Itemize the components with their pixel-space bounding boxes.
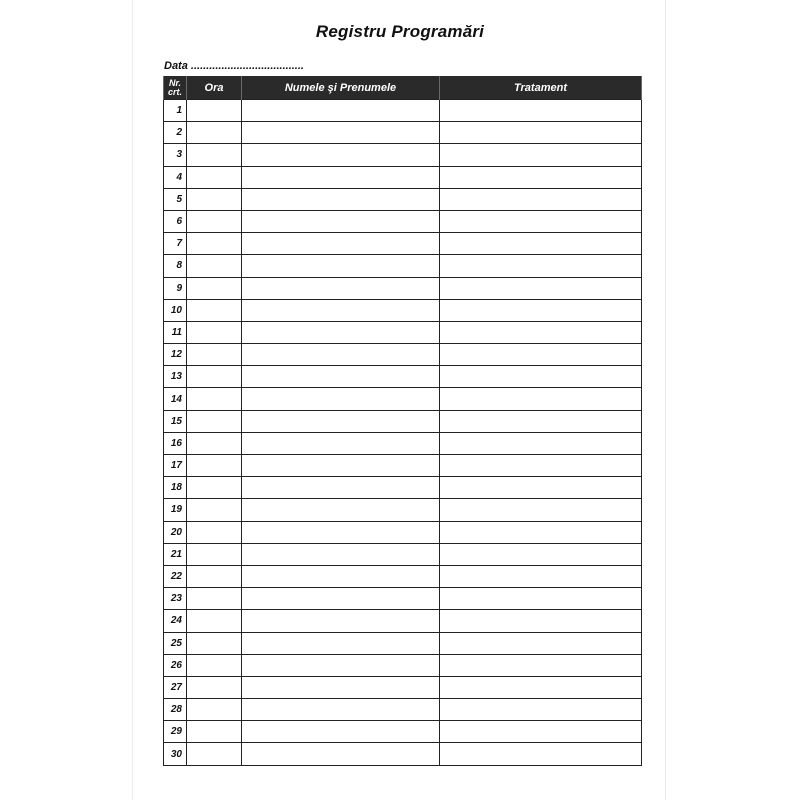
table-row [164, 721, 642, 743]
treatment-cell[interactable] [440, 721, 642, 743]
row-number: 19 [164, 499, 187, 521]
table-header-row [164, 76, 642, 100]
row-number: 25 [164, 632, 187, 654]
table-row [164, 588, 642, 610]
ora-cell[interactable] [187, 144, 242, 166]
row-number: 16 [164, 432, 187, 454]
name-cell[interactable] [242, 210, 440, 232]
treatment-cell[interactable] [440, 477, 642, 499]
treatment-cell[interactable] [440, 144, 642, 166]
table-row [164, 410, 642, 432]
row-number: 4 [164, 166, 187, 188]
table-row [164, 233, 642, 255]
name-cell[interactable] [242, 654, 440, 676]
treatment-cell[interactable] [440, 233, 642, 255]
name-cell[interactable] [242, 432, 440, 454]
name-cell[interactable] [242, 455, 440, 477]
ora-cell[interactable] [187, 122, 242, 144]
ora-cell[interactable] [187, 610, 242, 632]
name-cell[interactable] [242, 743, 440, 765]
treatment-cell[interactable] [440, 743, 642, 765]
treatment-cell[interactable] [440, 366, 642, 388]
name-cell[interactable] [242, 321, 440, 343]
treatment-cell[interactable] [440, 455, 642, 477]
table-row [164, 699, 642, 721]
treatment-cell[interactable] [440, 499, 642, 521]
table-row [164, 543, 642, 565]
treatment-cell[interactable] [440, 321, 642, 343]
table-row [164, 743, 642, 765]
table-row [164, 565, 642, 587]
name-cell[interactable] [242, 632, 440, 654]
ora-cell[interactable] [187, 210, 242, 232]
ora-cell[interactable] [187, 299, 242, 321]
ora-cell[interactable] [187, 388, 242, 410]
row-number: 10 [164, 299, 187, 321]
table-row [164, 122, 642, 144]
treatment-cell[interactable] [440, 588, 642, 610]
name-cell[interactable] [242, 100, 440, 122]
header-nr-line1: Nr. [168, 77, 181, 88]
treatment-cell[interactable] [440, 410, 642, 432]
ora-cell[interactable] [187, 255, 242, 277]
name-cell[interactable] [242, 588, 440, 610]
table-row [164, 277, 642, 299]
table-row [164, 610, 642, 632]
name-cell[interactable] [242, 144, 440, 166]
row-number: 6 [164, 210, 187, 232]
row-number: 22 [164, 565, 187, 587]
header-nr-crt [164, 76, 187, 100]
name-cell[interactable] [242, 721, 440, 743]
ora-cell[interactable] [187, 721, 242, 743]
treatment-cell[interactable] [440, 610, 642, 632]
row-number: 2 [164, 122, 187, 144]
date-field-label: Data ..................................... [164, 60, 304, 72]
table-row [164, 676, 642, 698]
name-cell[interactable] [242, 388, 440, 410]
treatment-cell[interactable] [440, 299, 642, 321]
row-number: 23 [164, 588, 187, 610]
table-row [164, 166, 642, 188]
ora-cell[interactable] [187, 166, 242, 188]
row-number: 11 [164, 321, 187, 343]
treatment-cell[interactable] [440, 432, 642, 454]
name-cell[interactable] [242, 277, 440, 299]
ora-cell[interactable] [187, 632, 242, 654]
name-cell[interactable] [242, 565, 440, 587]
table-row [164, 321, 642, 343]
name-cell[interactable] [242, 676, 440, 698]
row-number: 13 [164, 366, 187, 388]
treatment-cell[interactable] [440, 100, 642, 122]
ora-cell[interactable] [187, 432, 242, 454]
table-row [164, 477, 642, 499]
table-row [164, 188, 642, 210]
treatment-cell[interactable] [440, 521, 642, 543]
treatment-cell[interactable] [440, 277, 642, 299]
page-title: Registru Programări [315, 22, 485, 41]
row-number: 7 [164, 233, 187, 255]
table-row [164, 521, 642, 543]
treatment-cell[interactable] [440, 210, 642, 232]
ora-cell[interactable] [187, 699, 242, 721]
treatment-cell[interactable] [440, 632, 642, 654]
row-number: 3 [164, 144, 187, 166]
ora-cell[interactable] [187, 321, 242, 343]
row-number: 21 [164, 543, 187, 565]
ora-cell[interactable] [187, 676, 242, 698]
row-number: 5 [164, 188, 187, 210]
ora-cell[interactable] [187, 188, 242, 210]
table-row [164, 366, 642, 388]
ora-cell[interactable] [187, 654, 242, 676]
name-cell[interactable] [242, 255, 440, 277]
name-cell[interactable] [242, 699, 440, 721]
name-cell[interactable] [242, 122, 440, 144]
row-number: 30 [164, 743, 187, 765]
table-row [164, 432, 642, 454]
name-cell[interactable] [242, 233, 440, 255]
row-number: 15 [164, 410, 187, 432]
table-row [164, 255, 642, 277]
appointments-table [163, 76, 642, 766]
ora-cell[interactable] [187, 499, 242, 521]
name-cell[interactable] [242, 521, 440, 543]
name-cell[interactable] [242, 299, 440, 321]
ora-cell[interactable] [187, 565, 242, 587]
table-row [164, 632, 642, 654]
ora-cell[interactable] [187, 743, 242, 765]
name-cell[interactable] [242, 410, 440, 432]
row-number: 24 [164, 610, 187, 632]
name-cell[interactable] [242, 188, 440, 210]
treatment-cell[interactable] [440, 122, 642, 144]
table-row [164, 499, 642, 521]
ora-cell[interactable] [187, 543, 242, 565]
row-number: 18 [164, 477, 187, 499]
ora-cell[interactable] [187, 455, 242, 477]
row-number: 8 [164, 255, 187, 277]
header-nr-line2: crt. [167, 86, 182, 97]
row-number: 1 [164, 100, 187, 122]
treatment-cell[interactable] [440, 166, 642, 188]
treatment-cell[interactable] [440, 388, 642, 410]
row-number: 14 [164, 388, 187, 410]
table-row [164, 654, 642, 676]
row-number: 12 [164, 344, 187, 366]
row-number: 27 [164, 676, 187, 698]
ora-cell[interactable] [187, 366, 242, 388]
ora-cell[interactable] [187, 477, 242, 499]
ora-cell[interactable] [187, 344, 242, 366]
table-row [164, 100, 642, 122]
row-number: 28 [164, 699, 187, 721]
header-treatment: Tratament [440, 76, 642, 100]
name-cell[interactable] [242, 166, 440, 188]
treatment-cell[interactable] [440, 344, 642, 366]
ora-cell[interactable] [187, 277, 242, 299]
row-number: 17 [164, 455, 187, 477]
ora-cell[interactable] [187, 100, 242, 122]
name-cell[interactable] [242, 477, 440, 499]
ora-cell[interactable] [187, 521, 242, 543]
treatment-cell[interactable] [440, 654, 642, 676]
table-row [164, 144, 642, 166]
row-number: 26 [164, 654, 187, 676]
treatment-cell[interactable] [440, 543, 642, 565]
name-cell[interactable] [242, 610, 440, 632]
table-row [164, 344, 642, 366]
treatment-cell[interactable] [440, 699, 642, 721]
treatment-cell[interactable] [440, 255, 642, 277]
table-row [164, 210, 642, 232]
table-row [164, 455, 642, 477]
row-number: 9 [164, 277, 187, 299]
ora-cell[interactable] [187, 588, 242, 610]
table-row [164, 299, 642, 321]
name-cell[interactable] [242, 543, 440, 565]
table-row [164, 388, 642, 410]
treatment-cell[interactable] [440, 565, 642, 587]
header-name: Numele şi Prenumele [242, 76, 440, 100]
ora-cell[interactable] [187, 233, 242, 255]
name-cell[interactable] [242, 344, 440, 366]
treatment-cell[interactable] [440, 676, 642, 698]
header-ora: Ora [187, 76, 242, 100]
table-body [164, 100, 642, 766]
row-number: 20 [164, 521, 187, 543]
ora-cell[interactable] [187, 410, 242, 432]
row-number: 29 [164, 721, 187, 743]
treatment-cell[interactable] [440, 188, 642, 210]
name-cell[interactable] [242, 366, 440, 388]
name-cell[interactable] [242, 499, 440, 521]
